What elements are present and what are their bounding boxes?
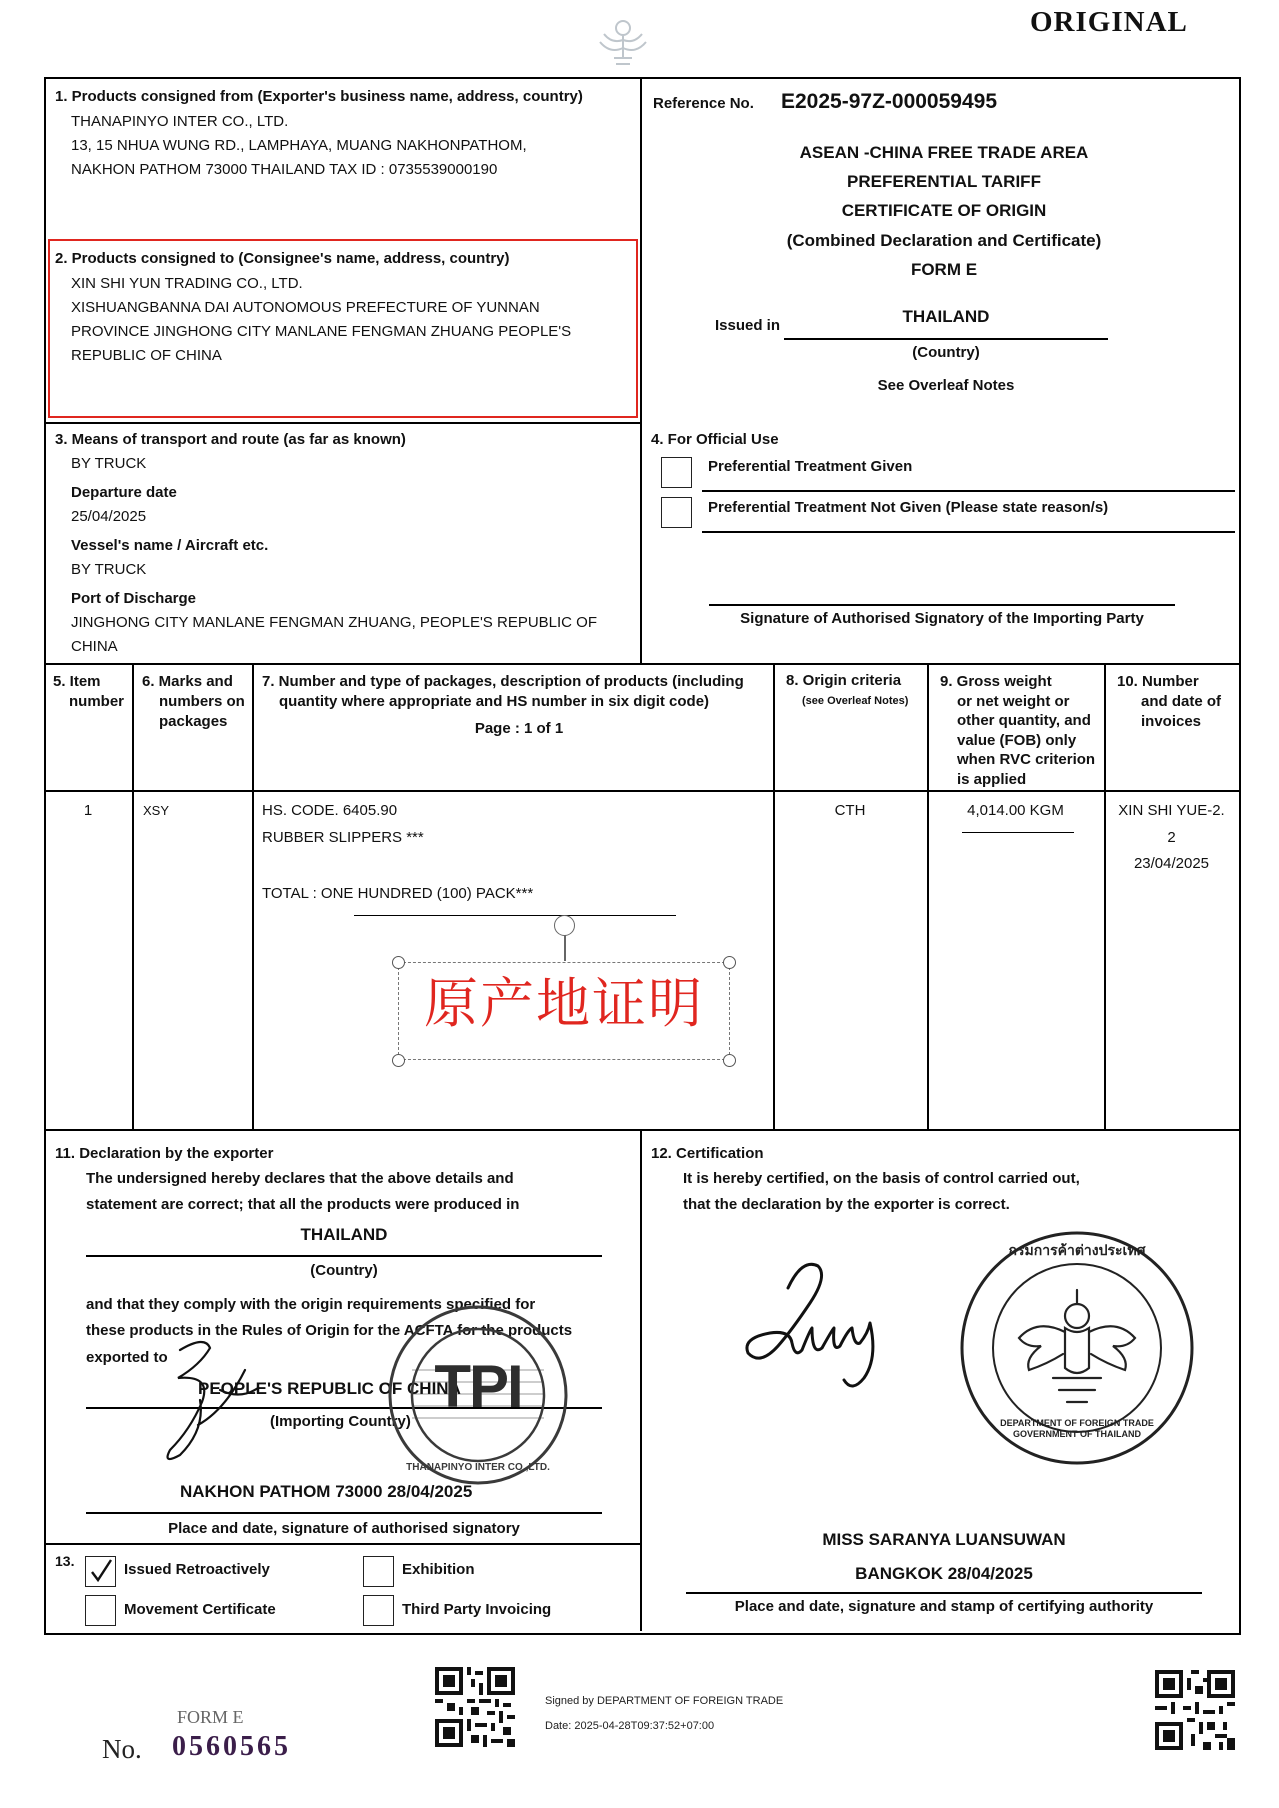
checkmark-icon — [86, 1557, 115, 1586]
row-invoice-date: 23/04/2025 — [1133, 855, 1210, 872]
form-e-title: FORM E — [910, 260, 978, 279]
vessel-label: Vessel's name / Aircraft etc. — [71, 537, 269, 554]
header-text: number — [69, 693, 125, 710]
header-origin: 8. Origin criteria — [786, 672, 902, 689]
overlay-chinese-text[interactable]: 原产地证明 — [424, 972, 704, 1035]
header-text: is applied — [957, 770, 1027, 788]
divider — [927, 663, 929, 1129]
header-text: other quantity, and — [957, 712, 1091, 729]
declaration-text: statement are correct; that all the products were produced in — [86, 1196, 520, 1213]
divider — [252, 663, 254, 1129]
certificate-title-line: ASEAN -CHINA FREE TRADE AREA — [799, 143, 1089, 162]
third-party-invoicing-checkbox[interactable] — [363, 1595, 394, 1626]
overlay-rotate-handle[interactable] — [554, 915, 575, 936]
preferential-given-checkbox[interactable] — [661, 457, 692, 488]
issued-retroactively-checkbox[interactable] — [85, 1556, 116, 1587]
consignee-address-line: REPUBLIC OF CHINA — [71, 347, 222, 364]
declaration-heading: 11. Declaration by the exporter — [55, 1145, 274, 1162]
divider — [44, 1543, 640, 1545]
producing-country-caption: (Country) — [310, 1262, 378, 1279]
divider — [44, 663, 1239, 665]
header-invoices — [1117, 672, 1221, 732]
importing-signature-caption: Signature of Authorised Signatory of the Importing Party — [740, 610, 1144, 627]
preferential-not-given-checkbox[interactable] — [661, 497, 692, 528]
declaration-text: exported to — [86, 1349, 168, 1366]
exhibition-label: Exhibition — [402, 1561, 475, 1578]
certifier-place-caption: Place and date, signature and stamp of certifying authority — [734, 1598, 1154, 1615]
overlay-corner-handle[interactable] — [723, 956, 736, 969]
transport-heading: 3. Means of transport and route (as far as known) — [55, 431, 406, 448]
movement-certificate-label: Movement Certificate — [124, 1601, 276, 1618]
header-text: quantity where appropriate and HS number in six digit code) — [279, 693, 710, 710]
underline — [702, 531, 1235, 533]
certifier-signature — [740, 1258, 890, 1388]
certificate-title-line: PREFERENTIAL TARIFF — [847, 172, 1041, 191]
consignee-name: XIN SHI YUN TRADING CO., LTD. — [71, 275, 303, 292]
underline — [784, 338, 1108, 340]
header-text: or net weight or — [957, 692, 1070, 710]
importing-country: PEOPLE'S REPUBLIC OF CHINA — [198, 1379, 461, 1398]
garuda-emblem-icon — [594, 14, 652, 72]
divider — [132, 663, 134, 1129]
consignee-address-line: XISHUANGBANNA DAI AUTONOMOUS PREFECTURE OF YUNNAN — [71, 299, 540, 316]
third-party-invoicing-label: Third Party Invoicing — [402, 1601, 552, 1618]
header-text: when RVC criterion — [957, 751, 1096, 768]
issued-retroactively-label: Issued Retroactively — [124, 1561, 270, 1578]
header-item-number — [53, 672, 124, 712]
exporter-place-date: NAKHON PATHOM 73000 28/04/2025 — [180, 1482, 473, 1501]
declaration-text: these products in the Rules of Origin for the ACFTA for the products — [86, 1322, 573, 1339]
header-weight — [940, 672, 1095, 789]
reference-number: E2025-97Z-000059495 — [781, 90, 998, 113]
departure-value: 25/04/2025 — [71, 508, 147, 525]
signature-line — [709, 604, 1175, 606]
qr-code-icon — [435, 1667, 515, 1747]
overleaf-note: See Overleaf Notes — [877, 377, 1015, 394]
header-text: invoices — [1141, 713, 1202, 730]
row-product: RUBBER SLIPPERS *** — [262, 829, 424, 846]
row-weight: 4,014.00 KGM — [967, 802, 1064, 819]
header-text: 7. Number and type of packages, description of products (including — [262, 673, 744, 690]
weight-underline — [962, 832, 1074, 833]
footer-no-label: No. — [102, 1734, 142, 1764]
footer-form-label: FORM E — [177, 1707, 244, 1727]
underline — [86, 1255, 602, 1257]
reference-label: Reference No. — [653, 95, 754, 112]
divider — [44, 790, 1239, 792]
company-stamp-logo: TPI — [434, 1353, 522, 1420]
certificate-title-line: (Combined Declaration and Certificate) — [786, 231, 1102, 250]
original-label: ORIGINAL — [1030, 6, 1188, 38]
port-label: Port of Discharge — [71, 590, 197, 607]
header-text: value (FOB) only — [957, 731, 1077, 749]
underline — [86, 1512, 602, 1514]
certification-heading: 12. Certification — [651, 1145, 764, 1162]
qr-code-icon — [1155, 1670, 1235, 1750]
declaration-text: The undersigned hereby declares that the above details and — [86, 1170, 514, 1187]
divider — [44, 1129, 1239, 1131]
movement-certificate-checkbox[interactable] — [85, 1595, 116, 1626]
vessel-value: BY TRUCK — [71, 561, 147, 578]
port-value-line: CHINA — [71, 638, 118, 655]
row-invoice-number: XIN SHI YUE-2. — [1118, 802, 1225, 819]
divider — [1104, 663, 1106, 1129]
government-seal-text: DEPARTMENT OF FOREIGN TRADE GOVERNMENT OF THAILAND — [1000, 1418, 1154, 1439]
header-text: 9. Gross weight — [940, 673, 1052, 690]
divider — [640, 77, 642, 663]
row-origin: CTH — [834, 802, 866, 819]
header-text: numbers on — [159, 693, 245, 710]
header-text: packages — [159, 713, 228, 730]
certifier-place-date: BANGKOK 28/04/2025 — [855, 1564, 1033, 1583]
row-item-number: 1 — [83, 802, 93, 819]
certification-text: It is hereby certified, on the basis of control carried out, — [683, 1170, 1080, 1187]
divider — [44, 422, 640, 424]
company-stamp-text: THANAPINYO INTER CO.,LTD. — [406, 1462, 550, 1473]
exporter-heading: 1. Products consigned from (Exporter's business name, address, country) — [55, 88, 583, 105]
page-indicator: Page : 1 of 1 — [474, 720, 564, 737]
certification-text: that the declaration by the exporter is correct. — [683, 1196, 1010, 1213]
declaration-text: and that they comply with the origin requirements specified for — [86, 1296, 536, 1313]
consignee-heading: 2. Products consigned to (Consignee's name, address, country) — [55, 250, 510, 267]
certificate-title-line: CERTIFICATE OF ORIGIN — [841, 201, 1047, 220]
digital-signed-by: Signed by DEPARTMENT OF FOREIGN TRADE — [545, 1695, 784, 1707]
underline — [686, 1592, 1202, 1594]
importing-country-caption: (Importing Country) — [270, 1413, 411, 1430]
official-use-heading: 4. For Official Use — [651, 431, 779, 448]
row-marks: XSY — [143, 803, 170, 818]
row-total: TOTAL : ONE HUNDRED (100) PACK*** — [262, 885, 534, 902]
header-text: and date of — [1141, 693, 1222, 710]
preferential-given-label: Preferential Treatment Given — [708, 458, 913, 475]
exporter-name: THANAPINYO INTER CO., LTD. — [71, 113, 289, 130]
preferential-not-given-label: Preferential Treatment Not Given (Please state reason/s) — [708, 499, 1109, 516]
certifier-name: MISS SARANYA LUANSUWAN — [822, 1530, 1066, 1549]
overlay-corner-handle[interactable] — [723, 1054, 736, 1067]
row-hs-code: HS. CODE. 6405.90 — [262, 802, 398, 819]
port-value-line: JINGHONG CITY MANLANE FENGMAN ZHUANG, PEOPLE'S REPUBLIC OF — [71, 614, 598, 631]
overlay-corner-handle[interactable] — [392, 1054, 405, 1067]
exhibition-checkbox[interactable] — [363, 1556, 394, 1587]
producing-country: THAILAND — [300, 1225, 388, 1244]
row-invoice-number-cont: 2 — [1167, 829, 1176, 846]
issued-country-caption: (Country) — [912, 344, 980, 361]
exporter-address-line: NAKHON PATHOM 73000 THAILAND TAX ID : 0735539000190 — [71, 161, 498, 178]
box13-number: 13. — [55, 1553, 75, 1569]
header-text: 10. Number — [1117, 673, 1199, 690]
departure-label: Departure date — [71, 484, 177, 501]
header-marks — [142, 672, 245, 732]
header-origin-note: (see Overleaf Notes) — [802, 695, 909, 707]
header-text: 6. Marks and — [142, 673, 233, 690]
total-underline — [354, 915, 676, 916]
government-seal-thai: กรมการค้าต่างประเทศ — [1008, 1243, 1146, 1259]
digital-signed-date: Date: 2025-04-28T09:37:52+07:00 — [545, 1720, 715, 1732]
overlay-corner-handle[interactable] — [392, 956, 405, 969]
consignee-address-line: PROVINCE JINGHONG CITY MANLANE FENGMAN ZHUANG PEOPLE'S — [71, 323, 572, 340]
exporter-place-caption: Place and date, signature of authorised signatory — [168, 1520, 520, 1537]
serial-number: 0560565 — [172, 1731, 291, 1762]
underline — [702, 490, 1235, 492]
issued-in-label: Issued in — [715, 317, 781, 334]
transport-value: BY TRUCK — [71, 455, 147, 472]
overlay-rotate-connector — [564, 933, 566, 961]
header-description — [262, 672, 744, 712]
header-text: 5. Item — [53, 673, 101, 690]
divider — [640, 1129, 642, 1631]
exporter-address-line: 13, 15 NHUA WUNG RD., LAMPHAYA, MUANG NAKHONPATHOM, — [71, 137, 527, 154]
exporter-signature — [150, 1330, 270, 1480]
issued-in-value: THAILAND — [902, 307, 990, 326]
